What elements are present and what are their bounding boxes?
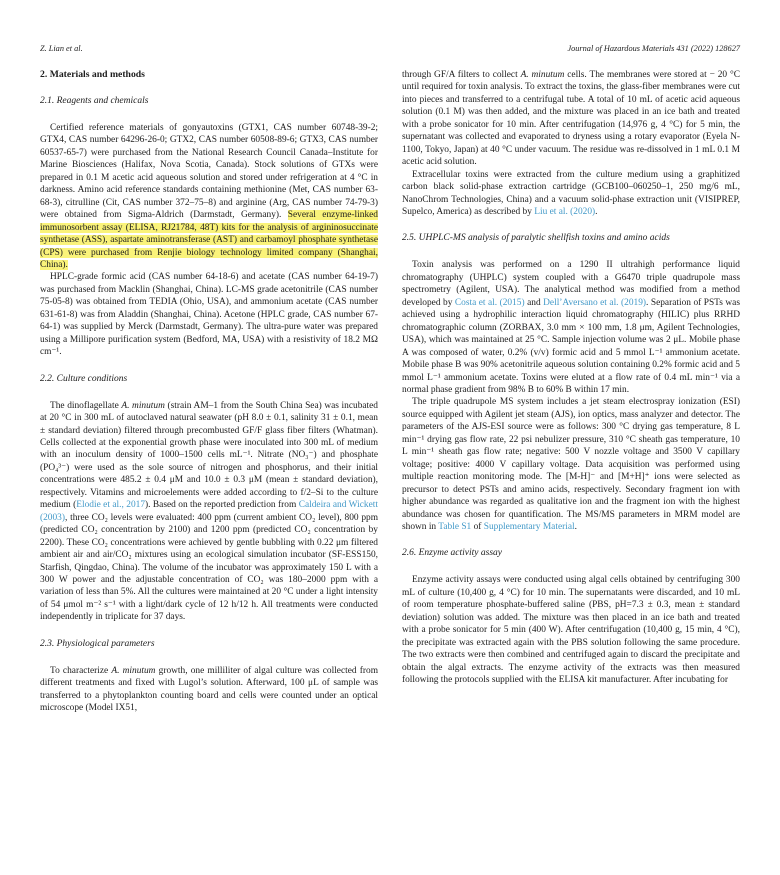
left-column bbox=[40, 69, 378, 715]
paragraph bbox=[40, 665, 378, 715]
citation-link[interactable]: Elodie et al., 2017 bbox=[76, 500, 146, 511]
highlighted-text: Several enzyme-linked immunosorbent assay (ELISA, RJ21784, 48T) kits for the analysis of argininosuccinate synthetase (ASS), aspartate aminotransferase (AST) and carbamoyl phosphate synthetase (CPS) were purchased from Renjie biology technology limited company (Shanghai, China). bbox=[40, 210, 378, 270]
text-segment: through GF/A filters to collect bbox=[402, 70, 521, 80]
subsection-heading: 2.2. Culture conditions bbox=[40, 373, 128, 384]
running-head bbox=[40, 44, 740, 53]
right-column bbox=[402, 69, 740, 715]
text-segment: To characterize bbox=[50, 665, 112, 676]
text-segment: HPLC-grade formic acid (CAS number 64-18-6) and acetate (CAS number 64-19-7) was purchased from Macklin (Shanghai, China). LC-MS grade acetonitrile (CAS number 75-05-8) was obtained from TEDIA (Ohio, USA), and ammonium acetate (CAS number 631-61-8) was from Aladdin (Shanghai, China). Acetone (HPLC grade, CAS number 67-64-1) was supplied by Merck (Darmstadt, Germany). The ultra-pure water was prepared using a Millipore purification system (Bedford, MA, USA) with a resistivity of 18.2 MΩ cm⁻¹. bbox=[40, 272, 378, 358]
paragraph bbox=[402, 396, 740, 533]
text-segment: , three CO₂ levels were evaluated: 400 ppm (current ambient CO₂ level), 800 ppm (predicted CO₂ concentration by 2100) and 1200 ppm (predicted CO₂ concentration by 2200). These CO₂ concentrations were achieved by gentle bubbling with 0.22 μm filtered ambient air and air/CO₂ mixtures using an ecological simulation incubator (SF-ESS150, Starfish, Qingdao, China). The volume of the incubator was approximately 150 L with a 300 W power and the adjustable concentration of CO₂ was 180–2000 ppm with a variation of less than 5%. All the cultures were maintained at 20 °C under a light intensity of 54 μmol m⁻² s⁻¹ with a light/dark cycle of 12 h/12 h. All treatments were conducted independently in triplicate for 37 days. bbox=[40, 512, 378, 623]
citation-link[interactable]: Table S1 bbox=[438, 521, 472, 532]
text-segment: ). Based on the reported prediction from bbox=[145, 500, 299, 511]
paragraph bbox=[40, 122, 378, 271]
text-segment: . bbox=[574, 521, 577, 532]
text-segment: and bbox=[524, 297, 544, 308]
text-segment: growth, one milliliter of algal culture was collected from different treatments and fixed with Lugol’s solution. Afterward, 100 μL of sample was transferred to a phytoplankton counting board and cells were counted under an optical microscope (Model IX51, bbox=[40, 665, 378, 714]
citation-link[interactable]: Caldeira and Wickett (2003) bbox=[40, 500, 378, 523]
paragraph bbox=[402, 169, 740, 219]
citation-link[interactable]: Dell’Aversano et al. (2019) bbox=[543, 297, 647, 308]
subsection-heading: 2.6. Enzyme activity assay bbox=[402, 548, 502, 559]
text-segment: . bbox=[595, 206, 598, 217]
text-segment: Certified reference materials of gonyautoxins (GTX1, CAS number 60748-39-2; GTX4, CAS number 64296-26-0; GTX2, CAS number 60508-89-6; GTX3, CAS number 60537-65-7) were purchased from the National Research Council Canada–Institute for Marine Biosciences (Halifax, Nova Scotia, Canada). Stock solutions of GTXs were prepared in 0.1 M acetic acid aqueous solution and stored under refrigeration at 4 °C in darkness. Amino acid reference standards containing methionine (Met, CAS number 63-68-3), citrulline (Cit, CAS number 372–75–8) and arginine (Arg, CAS number 74-79-3) were obtained from Sigma-Aldrich (Darmstadt, Germany). bbox=[40, 123, 378, 221]
text-segment: Toxin analysis was performed on a 1290 II ultrahigh performance liquid chromatography (UHPLC) system coupled with a G6470 triple quadrupole mass spectrometry (Agilent, USA). The analytical method was modified from a method developed by bbox=[402, 260, 740, 308]
paragraph bbox=[40, 400, 378, 624]
text-segment: The triple quadrupole MS system includes a jet steam electrospray ionization (ESI) source equipped with Agilent jet steam (AJS), ion optics, mass analyzer and detector. The parameters of the AJS-ESI source were as follows: 300 °C drying gas temperature, 8 L min⁻¹ drying gas flow rate, 22 psi nebulizer pressure, 310 °C sheath gas temperature, 10 L min⁻¹ sheath gas flow rate; negative: 500 V nozzle voltage and 3500 V capillary voltage; positive: 4000 V capillary voltage. Data acquisition was performed using multiple reaction monitoring mode. The [M-H]⁻ and [M+H]⁺ ions were selected as precursor to detect PSTs and amino acids, respectively. Secondary fragment ion with higher abundance was regarded as qualitative ion and the fragment ion with the highest abundance was chosen for quantification. The MS/MS parameters in MRM model are shown in bbox=[402, 397, 740, 532]
text-segment: cells. The membranes were stored at − 20 °C until required for toxin analysis. To extract the toxins, the glass-fiber membranes were cut into pieces and transferred to a centrifugal tube. A total of 10 mL of acetic acid aqueous solution (0.1 M) was then added, and the mixture was placed in an ice bath and treated with a probe sonicator for 10 min. After centrifugation (14,976 g, 4 °C) for 5 min, the supernatant was collected and evaporated to dryness using a rotary evaporator (Eyela N-1100, Tokyo, Japan) at 40 °C under vacuum. The residue was re-dissolved in 1 mL 0.1 M acetic acid solution. bbox=[402, 70, 741, 168]
running-head-journal: Journal of Hazardous Materials 431 (2022) 128627 bbox=[567, 44, 740, 53]
article-body bbox=[40, 69, 740, 715]
subsection-heading: 2.1. Reagents and chemicals bbox=[40, 96, 149, 106]
paragraph bbox=[40, 271, 378, 358]
text-segment: of bbox=[471, 521, 484, 532]
italic-term: A. minutum bbox=[520, 70, 565, 80]
paragraph bbox=[402, 574, 740, 686]
paragraph bbox=[402, 69, 740, 169]
italic-term: A. minutum bbox=[121, 400, 165, 411]
paragraph bbox=[402, 259, 740, 396]
citation-link[interactable]: Supplementary Material bbox=[483, 521, 575, 532]
running-head-author: Z. Lian et al. bbox=[40, 44, 83, 53]
section-heading: 2. Materials and methods bbox=[40, 69, 145, 80]
text-segment: Extracellular toxins were extracted from the culture medium using a graphitized carbon black solid-phase extraction cartridge (GCB100–060250–1, 250 mg/6 mL, NanoChrom Technologies, China) and a vacuum solid-phase extraction unit (VISIPREP, Supelco, America) as described by bbox=[402, 169, 740, 217]
text-segment: . Separation of PSTs was achieved using a hydrophilic interaction liquid chromatography (HILIC) plus RRHD chromatographic column (ZORBAX, 3.0 mm × 100 mm, 1.8 μm, Agilent Technologies, USA), which was maintained at 25 °C. Sample injection volume was 2 μL. Mobile phase A was composed of water, 0.2% (v/v) formic acid and 5 mmol L⁻¹ ammonium acetate. Mobile phase B was 90% acetonitrile aqueous solution containing 0.2% formic acid and 5 mmol L⁻¹ ammonium acetate. Toxins were eluted at a flow rate of 0.4 mL min⁻¹ via a normal phase gradient from 98% B to 60% B within 17 min. bbox=[402, 297, 740, 395]
text-segment: Enzyme activity assays were conducted using algal cells obtained by centrifuging 300 mL of culture (10,400 g, 4 °C) for 10 min. The supernatants were discarded, and 10 mL of room temperature phosphate-buffered saline (PBS, pH=7.3 ± 0.3, mean ± standard deviation) solution was added. The mixture was then placed in an ice bath and treated with a probe sonicator for 5 min (400 W). After centrifugation (10,400 g, 15 min, 4 °C), the precipitate was extracted again with the PBS solution following the same procedure. The two extracts were then combined and centrifuged again to discard the precipitate and obtain the algal extracts. The enzyme activity of the extracts was then measured following the protocols supplied with the ELISA kit manufacturer. After incubating for bbox=[402, 575, 740, 686]
subsection-heading: 2.5. UHPLC-MS analysis of paralytic shellfish toxins and amino acids bbox=[402, 233, 670, 244]
text-segment: (strain AM–1 from the South China Sea) was incubated at 20 °C in 300 mL of autoclaved natural seawater (pH 8.0 ± 0.1, salinity 31 ± 0.1, mean ± standard deviation) filtered through precombusted GF/F glass fiber filters (Whatman). Cells collected at the exponential growth phase were inoculated into 300 mL of medium with an inoculum density of 1000–1500 cells mL⁻¹. Nitrate (NO₃⁻) and phosphate (PO₄³⁻) were used as the sole source of nitrogen and phosphorus, and their initial concentrations were 485.2 ± 0.4 μM and 10.0 ± 0.3 μM (mean ± standard deviation), respectively. Vitamins and microelements were added according to f/2–Si to the culture medium ( bbox=[40, 400, 378, 511]
text-segment: The dinoflagellate bbox=[50, 400, 122, 411]
subsection-heading: 2.3. Physiological parameters bbox=[40, 638, 155, 649]
italic-term: A. minutum bbox=[111, 665, 156, 676]
citation-link[interactable]: Liu et al. (2020) bbox=[534, 206, 596, 217]
citation-link[interactable]: Costa et al. (2015) bbox=[454, 297, 525, 308]
